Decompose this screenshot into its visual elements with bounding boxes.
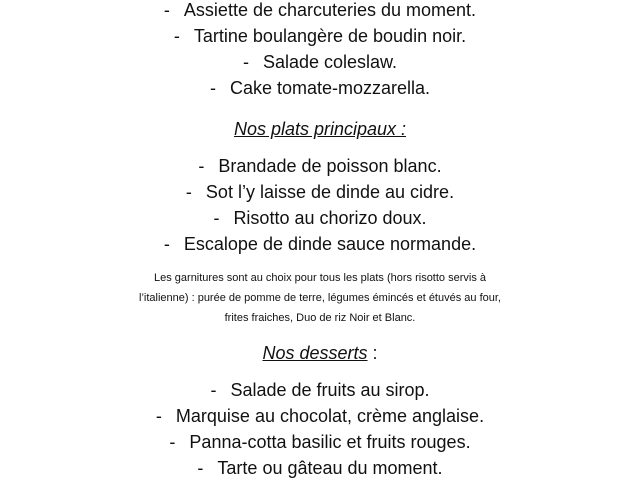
list-item (0, 377, 640, 403)
bullet-dash: - (155, 406, 162, 426)
dessert-text: Panna-cotta basilic et fruits rouges. (189, 432, 471, 452)
plat-text: Risotto au chorizo doux. (233, 208, 427, 228)
plat-text: Brandade de poisson blanc. (218, 156, 442, 176)
list-item (0, 23, 640, 49)
bullet-dash: - (197, 458, 204, 478)
desserts-heading-text: Nos desserts (262, 343, 368, 363)
entree-text: Cake tomate-mozzarella. (229, 78, 431, 98)
list-item (0, 429, 640, 455)
bullet-dash: - (242, 52, 249, 72)
bullet-dash: - (185, 182, 192, 202)
bullet-dash: - (213, 208, 220, 228)
list-item (0, 231, 640, 257)
plats-list (0, 153, 640, 257)
list-item (0, 179, 640, 205)
dessert-text: Tarte ou gâteau du moment. (217, 458, 443, 478)
entrees-list (0, 0, 640, 101)
dessert-text: Salade de fruits au sirop. (230, 380, 430, 400)
list-item (0, 455, 640, 481)
desserts-list (0, 377, 640, 481)
list-item (0, 403, 640, 429)
bullet-dash: - (198, 156, 205, 176)
plat-text: Sot l’y laisse de dinde au cidre. (205, 182, 455, 202)
list-item (0, 205, 640, 231)
entree-text: Tartine boulangère de boudin noir. (193, 26, 467, 46)
bullet-dash: - (173, 26, 180, 46)
note-line: l’italienne) : purée de pomme de terre, légumes émincés et étuvés au four, (139, 292, 501, 304)
plat-text: Escalope de dinde sauce normande. (183, 234, 477, 254)
entree-text: Salade coleslaw. (262, 52, 398, 72)
list-item (0, 75, 640, 101)
plats-heading-text: Nos plats principaux : (233, 119, 407, 139)
dessert-text: Marquise au chocolat, crème anglaise. (175, 406, 485, 426)
bullet-dash: - (163, 0, 170, 20)
desserts-heading-colon: : (367, 343, 378, 363)
list-item (0, 0, 640, 23)
list-item (0, 153, 640, 179)
note-line: frites fraiches, Duo de riz Noir et Blanc. (224, 312, 416, 324)
entree-text: Assiette de charcuteries du moment. (183, 0, 477, 20)
desserts-heading (0, 341, 640, 365)
list-item (0, 49, 640, 75)
note-line: Les garnitures sont au choix pour tous les plats (hors risotto servis à (154, 272, 486, 284)
bullet-dash: - (169, 432, 176, 452)
bullet-dash: - (210, 380, 217, 400)
bullet-dash: - (163, 234, 170, 254)
garnitures-note (0, 268, 640, 328)
plats-heading (0, 117, 640, 141)
bullet-dash: - (209, 78, 216, 98)
